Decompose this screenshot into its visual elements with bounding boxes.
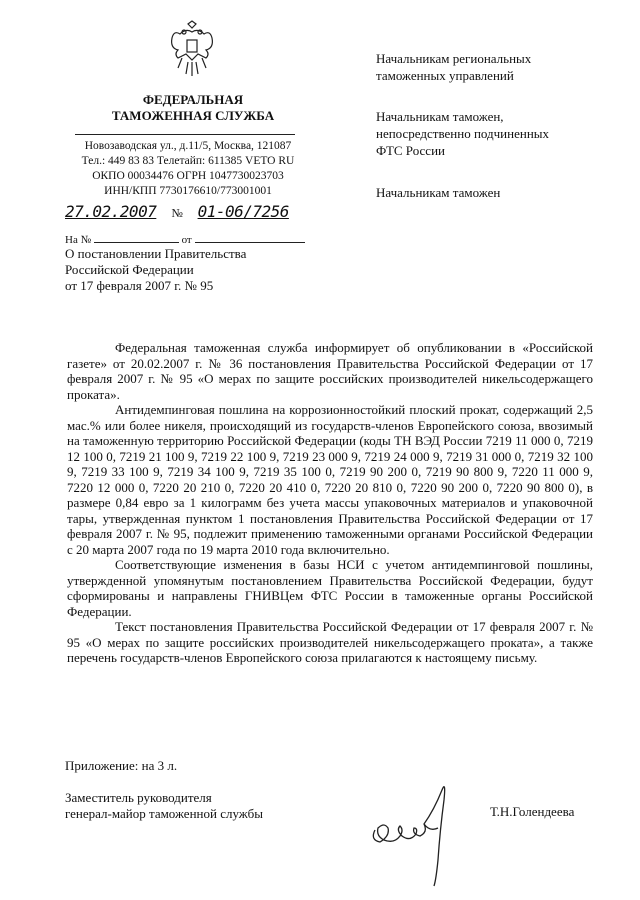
registration-number: 01-06/7256 (197, 202, 289, 221)
recipient-2-line-3: ФТС России (376, 143, 445, 158)
subject-line-1: О постановлении Правительства (65, 246, 247, 261)
paragraph-1: Федеральная таможенная служба информирует об опубликовании в «Российской газете» от 20.02.2007 г. № 36 постановления Правительства Российской Федерации от 17 февраля 2007 г. № 95 «О мерах по защите российских производителей никельсодержащего проката». (67, 340, 593, 402)
na-blank (94, 232, 179, 243)
inn-kpp: ИНН/КПП 7730176610/773001001 (104, 185, 272, 197)
coat-of-arms-icon (168, 20, 216, 78)
reference-line (65, 232, 305, 246)
registration-line (65, 202, 289, 221)
requisites (68, 139, 308, 199)
subject-line-2: Российской Федерации (65, 262, 194, 277)
phone: Тел.: 449 83 83 Телетайп: 611385 VETO RU (81, 155, 295, 167)
na-label: На № (65, 234, 92, 246)
address: Новозаводская ул., д.11/5, Москва, 121087 (84, 140, 292, 152)
subject-line-3: от 17 февраля 2007 г. № 95 (65, 278, 214, 293)
letter-body (67, 340, 593, 666)
recipient-3 (376, 184, 500, 201)
signatory-title-line-2: генерал-майор таможенной службы (65, 806, 263, 821)
paragraph-2: Антидемпинговая пошлина на коррозионностойкий плоский прокат, содержащий 2,5 мас.% или более никеля, происходящий из государств-членов Европейского союза, ввозимый на таможенную территорию Российской Федерации (коды ТН ВЭД России 7219 11 000 0, 7219 12 100 0, 7219 21 100 9, 7219 22 100 9, 7219 23 000 9, 7219 24 000 9, 7219 31 000 0, 7219 32 100 9, 7219 33 100 9, 7219 34 100 9, 7219 35 100 0, 7219 90 200 0, 7219 90 800 9, 7220 11 000 9, 7220 12 000 0, 7220 20 210 0, 7220 20 410 0, 7220 20 810 0, 7220 90 200 0, 7220 90 800 0), в размере 0,84 евро за 1 килограмм без учета массы упаковочных материалов и упаковочной тары, утвержденная пунктом 1 постановления Правительства Российской Федерации от 17 февраля 2007 г. № 95, подлежит применению таможенными органами Российской Федерации с 20 марта 2007 года по 19 марта 2010 года включительно. (67, 402, 593, 557)
signatory-title-line-1: Заместитель руководителя (65, 790, 212, 805)
ot-blank (195, 232, 305, 243)
paragraph-3: Соответствующие изменения в базы НСИ с учетом антидемпинговой пошлины, утвержденной упомянутым постановлением Правительства Российской Федерации, будут сформированы и направлены ГНИВЦем ФТС России в таможенные органы Российской Федерации. (67, 557, 593, 619)
number-sign: № (171, 206, 183, 220)
recipient-1-line-1: Начальникам региональных (376, 51, 532, 66)
subject (65, 246, 246, 294)
recipient-1-line-2: таможенных управлений (376, 68, 514, 83)
header-divider (75, 134, 295, 135)
okpo-ogrn: ОКПО 00034476 ОГРН 1047730023703 (92, 170, 284, 182)
appendix-note: Приложение: на 3 л. (65, 758, 178, 773)
recipient-2-line-2: непосредственно подчиненных (376, 126, 550, 141)
ot-label: от (181, 234, 192, 246)
recipient-1 (376, 50, 531, 84)
organization-name (88, 92, 298, 124)
org-line-1: ФЕДЕРАЛЬНАЯ (142, 92, 244, 107)
registration-date: 27.02.2007 (65, 202, 157, 221)
handwritten-signature (360, 770, 470, 890)
paragraph-4: Текст постановления Правительства Российской Федерации от 17 февраля 2007 г. № 95 «О мерах по защите российских производителей никельсодержащего проката», а также перечень государств-членов Европейского союза прилагаются к настоящему письму. (67, 619, 593, 665)
org-line-2: ТАМОЖЕННАЯ СЛУЖБА (111, 108, 275, 123)
signatory-title (65, 790, 263, 822)
recipient-2 (376, 108, 549, 159)
recipient-3-line-1: Начальникам таможен (376, 185, 501, 200)
signatory-name: Т.Н.Голендеева (490, 804, 575, 819)
recipient-2-line-1: Начальникам таможен, (376, 109, 504, 124)
